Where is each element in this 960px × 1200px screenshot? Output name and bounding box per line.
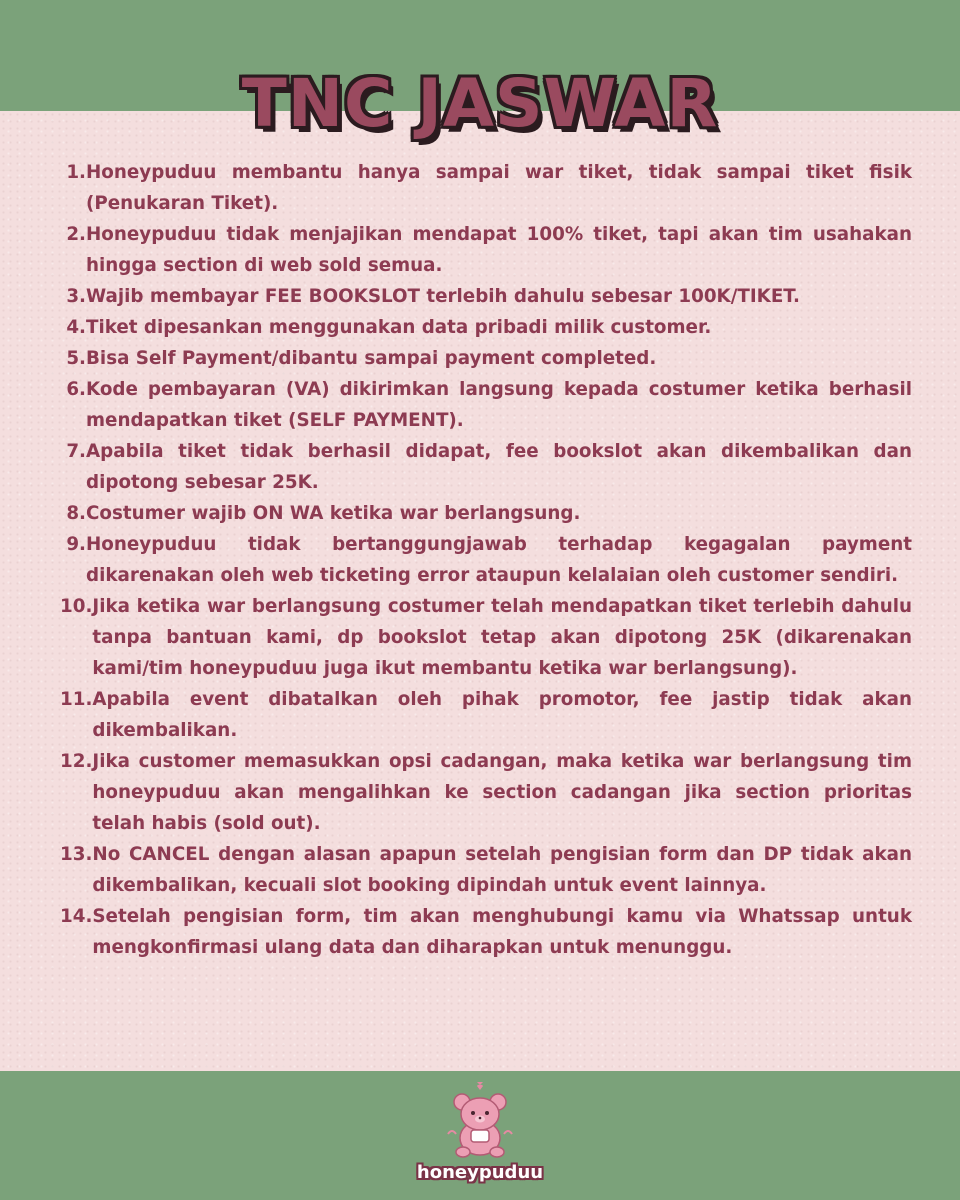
term-item: [60, 312, 912, 343]
term-text: Setelah pengisian form, tim akan menghubungi kamu via Whatssap untuk mengkonfirmasi ulang data dan diharapkan untuk menunggu.: [92, 906, 912, 958]
term-text: Apabila event dibatalkan oleh pihak promotor, fee jastip tidak akan dikembalikan.: [92, 689, 912, 741]
term-item: [60, 684, 912, 746]
term-number: 12.: [60, 751, 93, 772]
term-item: [60, 343, 912, 374]
term-text: Honeypuduu membantu hanya sampai war tiket, tidak sampai tiket fisik (Penukaran Tiket).: [86, 162, 912, 214]
terms-list: [60, 157, 912, 963]
term-item: [60, 746, 912, 839]
page-title: TNC JASWAR: [241, 65, 719, 142]
term-item: [60, 219, 912, 281]
term-number: 11.: [60, 689, 93, 710]
term-item: [60, 839, 912, 901]
term-item: [60, 157, 912, 219]
term-item: [60, 374, 912, 436]
term-number: 7.: [66, 441, 86, 462]
term-item: [60, 529, 912, 591]
term-text: Wajib membayar FEE BOOKSLOT terlebih dahulu sebesar 100K/TIKET.: [86, 286, 800, 307]
term-text: Tiket dipesankan menggunakan data pribadi milik customer.: [86, 317, 712, 338]
bear-mascot-icon: [440, 1082, 520, 1162]
term-item: [60, 281, 912, 312]
term-number: 5.: [66, 348, 86, 369]
term-text: Honeypuduu tidak menjajikan mendapat 100% tiket, tapi akan tim usahakan hingga section di web sold semua.: [86, 224, 912, 276]
term-number: 2.: [66, 224, 86, 245]
term-item: [60, 901, 912, 963]
brand-name: honeypuduu: [416, 1162, 544, 1183]
term-text: Jika ketika war berlangsung costumer telah mendapatkan tiket terlebih dahulu tanpa bantuan kami, dp bookslot tetap akan dipotong 25K (dikarenakan kami/tim honeypuduu juga ikut membantu ketika war berlangsung).: [92, 596, 912, 679]
term-text: Kode pembayaran (VA) dikirimkan langsung kepada costumer ketika berhasil mendapatkan tiket (SELF PAYMENT).: [86, 379, 912, 431]
term-number: 4.: [66, 317, 86, 338]
term-item: [60, 591, 912, 684]
term-number: 13.: [60, 844, 93, 865]
term-number: 3.: [66, 286, 86, 307]
term-number: 8.: [66, 503, 86, 524]
term-text: Bisa Self Payment/dibantu sampai payment completed.: [86, 348, 657, 369]
term-text: No CANCEL dengan alasan apapun setelah pengisian form dan DP tidak akan dikembalikan, kecuali slot booking dipindah untuk event lainnya.: [92, 844, 912, 896]
term-text: Jika customer memasukkan opsi cadangan, maka ketika war berlangsung tim honeypuduu akan mengalihkan ke section cadangan jika section prioritas telah habis (sold out).: [92, 751, 912, 834]
brand-logo: [410, 1082, 550, 1190]
term-number: 1.: [66, 162, 86, 183]
term-number: 14.: [60, 906, 93, 927]
term-number: 10.: [60, 596, 93, 617]
term-text: Honeypuduu tidak bertanggungjawab terhadap kegagalan payment dikarenakan oleh web ticketing error ataupun kelalaian oleh customer sendiri.: [86, 534, 912, 586]
term-number: 6.: [66, 379, 86, 400]
term-text: Costumer wajib ON WA ketika war berlangsung.: [86, 503, 581, 524]
term-text: Apabila tiket tidak berhasil didapat, fee bookslot akan dikembalikan dan dipotong sebesar 25K.: [86, 441, 912, 493]
term-item: [60, 436, 912, 498]
term-number: 9.: [66, 534, 86, 555]
term-item: [60, 498, 912, 529]
